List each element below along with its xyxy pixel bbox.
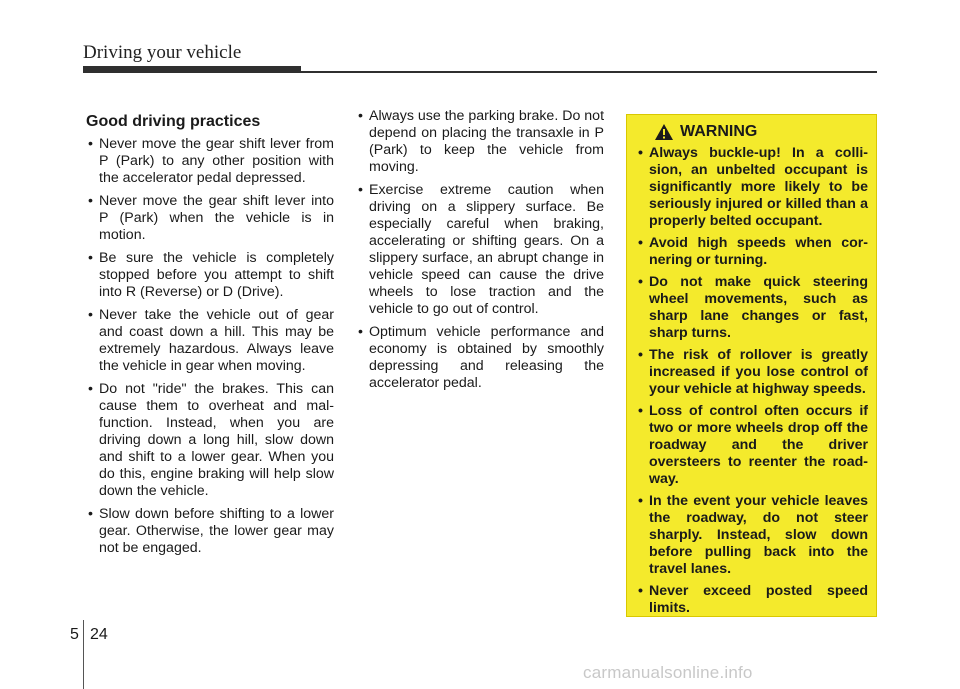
list-item: • Always use the parking brake. Do not depend on placing the transaxle in P (Park) to keep the vehicle from moving. bbox=[356, 108, 604, 176]
warning-header bbox=[654, 123, 868, 141]
list-item: • Never move the gear shift lever into P (Park) when the vehicle is in motion. bbox=[86, 193, 334, 244]
list-item: • Do not "ride" the brakes. This can cause them to overheat and mal-function. Instead, when you are driving down a long hill, slow down and shift to a lower gear. When you do this, engine braking will help slow down the vehicle. bbox=[86, 381, 334, 500]
warning-item: • Never exceed posted speed limits. bbox=[637, 583, 868, 617]
header-rule-thin bbox=[83, 71, 877, 73]
list-item: • Never take the vehicle out of gear and coast down a hill. This may be extremely hazardous. Always leave the vehicle in gear when moving. bbox=[86, 307, 334, 375]
page-number: 24 bbox=[90, 626, 108, 643]
warning-item: • Always buckle-up! In a colli-sion, an unbelted occupant is significantly more likely to be seriously injured or killed than a properly belted occupant. bbox=[637, 145, 868, 230]
page-header-title: Driving your vehicle bbox=[83, 42, 242, 63]
content-column-left bbox=[86, 110, 334, 563]
list-item: • Optimum vehicle performance and economy is obtained by smoothly depressing and releasing the accelerator pedal. bbox=[356, 324, 604, 392]
footer-divider bbox=[83, 620, 84, 689]
practices-list-right bbox=[356, 108, 604, 392]
section-heading: Good driving practices bbox=[86, 113, 261, 130]
section-number: 5 bbox=[70, 626, 79, 643]
list-item: • Exercise extreme caution when driving on a slippery surface. Be especially careful when braking, accelerating or shifting gears. On a slippery surface, an abrupt change in vehicle speed can cause the drive wheels to lose traction and the vehicle to go out of control. bbox=[356, 182, 604, 318]
content-column-middle bbox=[356, 108, 604, 398]
warning-triangle-icon bbox=[654, 123, 674, 141]
warning-item: • The risk of rollover is greatly increased if you lose control of your vehicle at highway speeds. bbox=[637, 347, 868, 398]
list-item: • Be sure the vehicle is completely stopped before you attempt to shift into R (Reverse) or D (Drive). bbox=[86, 250, 334, 301]
list-item: • Slow down before shifting to a lower gear. Otherwise, the lower gear may not be engaged. bbox=[86, 506, 334, 557]
warning-item: • Loss of control often occurs if two or more wheels drop off the roadway and the driver oversteers to reenter the road-way. bbox=[637, 403, 868, 488]
list-item: • Never move the gear shift lever from P (Park) to any other position with the accelerator pedal depressed. bbox=[86, 136, 334, 187]
warning-title: WARNING bbox=[680, 123, 758, 140]
warning-list bbox=[637, 145, 868, 617]
warning-item: • Avoid high speeds when cor-nering or turning. bbox=[637, 235, 868, 269]
practices-list-left bbox=[86, 136, 334, 557]
warning-item: • Do not make quick steering wheel movements, such as sharp lane changes or fast, sharp turns. bbox=[637, 274, 868, 342]
warning-item: • In the event your vehicle leaves the roadway, do not steer sharply. Instead, slow down before pulling back into the travel lanes. bbox=[637, 493, 868, 578]
warning-box bbox=[626, 114, 877, 617]
watermark: carmanualsonline.info bbox=[583, 663, 753, 682]
